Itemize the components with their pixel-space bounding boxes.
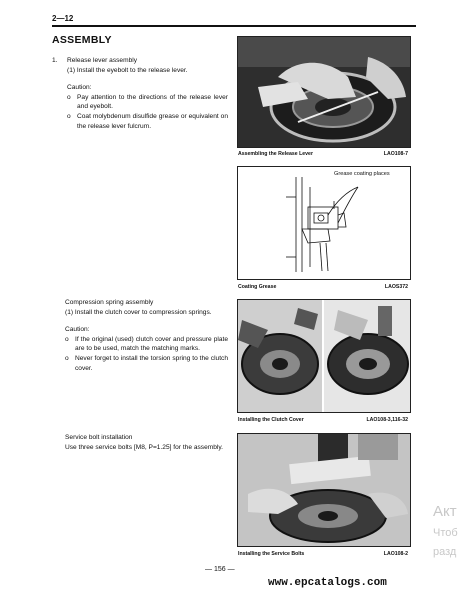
photo-clutch-cover [238, 300, 410, 412]
photo-hands-release-lever [238, 37, 410, 147]
page-number: — 156 — [205, 566, 235, 573]
figure-release-lever-photo [237, 36, 411, 148]
figure-clutch-cover-photos [237, 299, 411, 413]
caution-item: o Coat molybdenum disulfide grease or equivalent on the release lever fulcrum. [67, 112, 228, 131]
watermark-overlay-line: разд [433, 546, 457, 558]
service-bolt-heading: Service bolt installation [65, 434, 133, 441]
figure-service-bolts-photo [237, 433, 411, 547]
caution-list [65, 335, 228, 373]
watermark-url: www.epcatalogs.com [268, 577, 387, 589]
photo-service-bolts [238, 434, 410, 546]
release-lever-block [52, 56, 228, 131]
figure-caption: Installing the Clutch Cover [238, 417, 304, 423]
figure-caption: Assembling the Release Lever [238, 151, 313, 157]
watermark-overlay-line: Чтоб [433, 527, 458, 539]
page-header-number: 2—12 [52, 14, 74, 23]
service-bolt-block [65, 433, 228, 452]
figure-code: LAO108-2 [383, 551, 408, 557]
drawing-release-lever-grease [238, 167, 410, 279]
release-lever-heading: Release lever assembly [67, 57, 137, 64]
figure-caption: Coating Grease [238, 284, 277, 290]
figure-code: LAO108-7 [383, 151, 408, 157]
release-lever-step: (1) Install the eyebolt to the release lever. [67, 66, 188, 74]
figure-code: LAOS372 [384, 284, 408, 290]
caution-label: Caution: [67, 84, 92, 92]
caution-item: o If the original (used) clutch cover and pressure plate are to be used, match the matching marks. [65, 335, 228, 354]
figure-code: LAO108-3,116-32 [366, 417, 408, 423]
compression-spring-step: (1) Install the clutch cover to compression springs. [65, 308, 212, 316]
caution-list [52, 93, 228, 131]
compression-spring-block [65, 298, 228, 373]
caution-item: o Never forget to install the torsion spring to the clutch cover. [65, 354, 228, 373]
caution-item: o Pay attention to the directions of the release lever and eyebolt. [67, 93, 228, 112]
compression-spring-heading: Compression spring assembly [65, 299, 154, 306]
grease-callout: Grease coating places [334, 171, 390, 177]
step-number: 1. [52, 57, 58, 64]
figure-coating-grease-drawing [237, 166, 411, 280]
figure-caption: Installing the Service Bolts [238, 551, 305, 557]
caution-label: Caution: [65, 326, 90, 334]
watermark-overlay-line: Акт [433, 503, 457, 520]
section-title: ASSEMBLY [52, 34, 112, 46]
service-bolt-text: Use three service bolts [M8, P=1.25] for the assembly. [65, 443, 224, 451]
header-rule [52, 25, 416, 27]
